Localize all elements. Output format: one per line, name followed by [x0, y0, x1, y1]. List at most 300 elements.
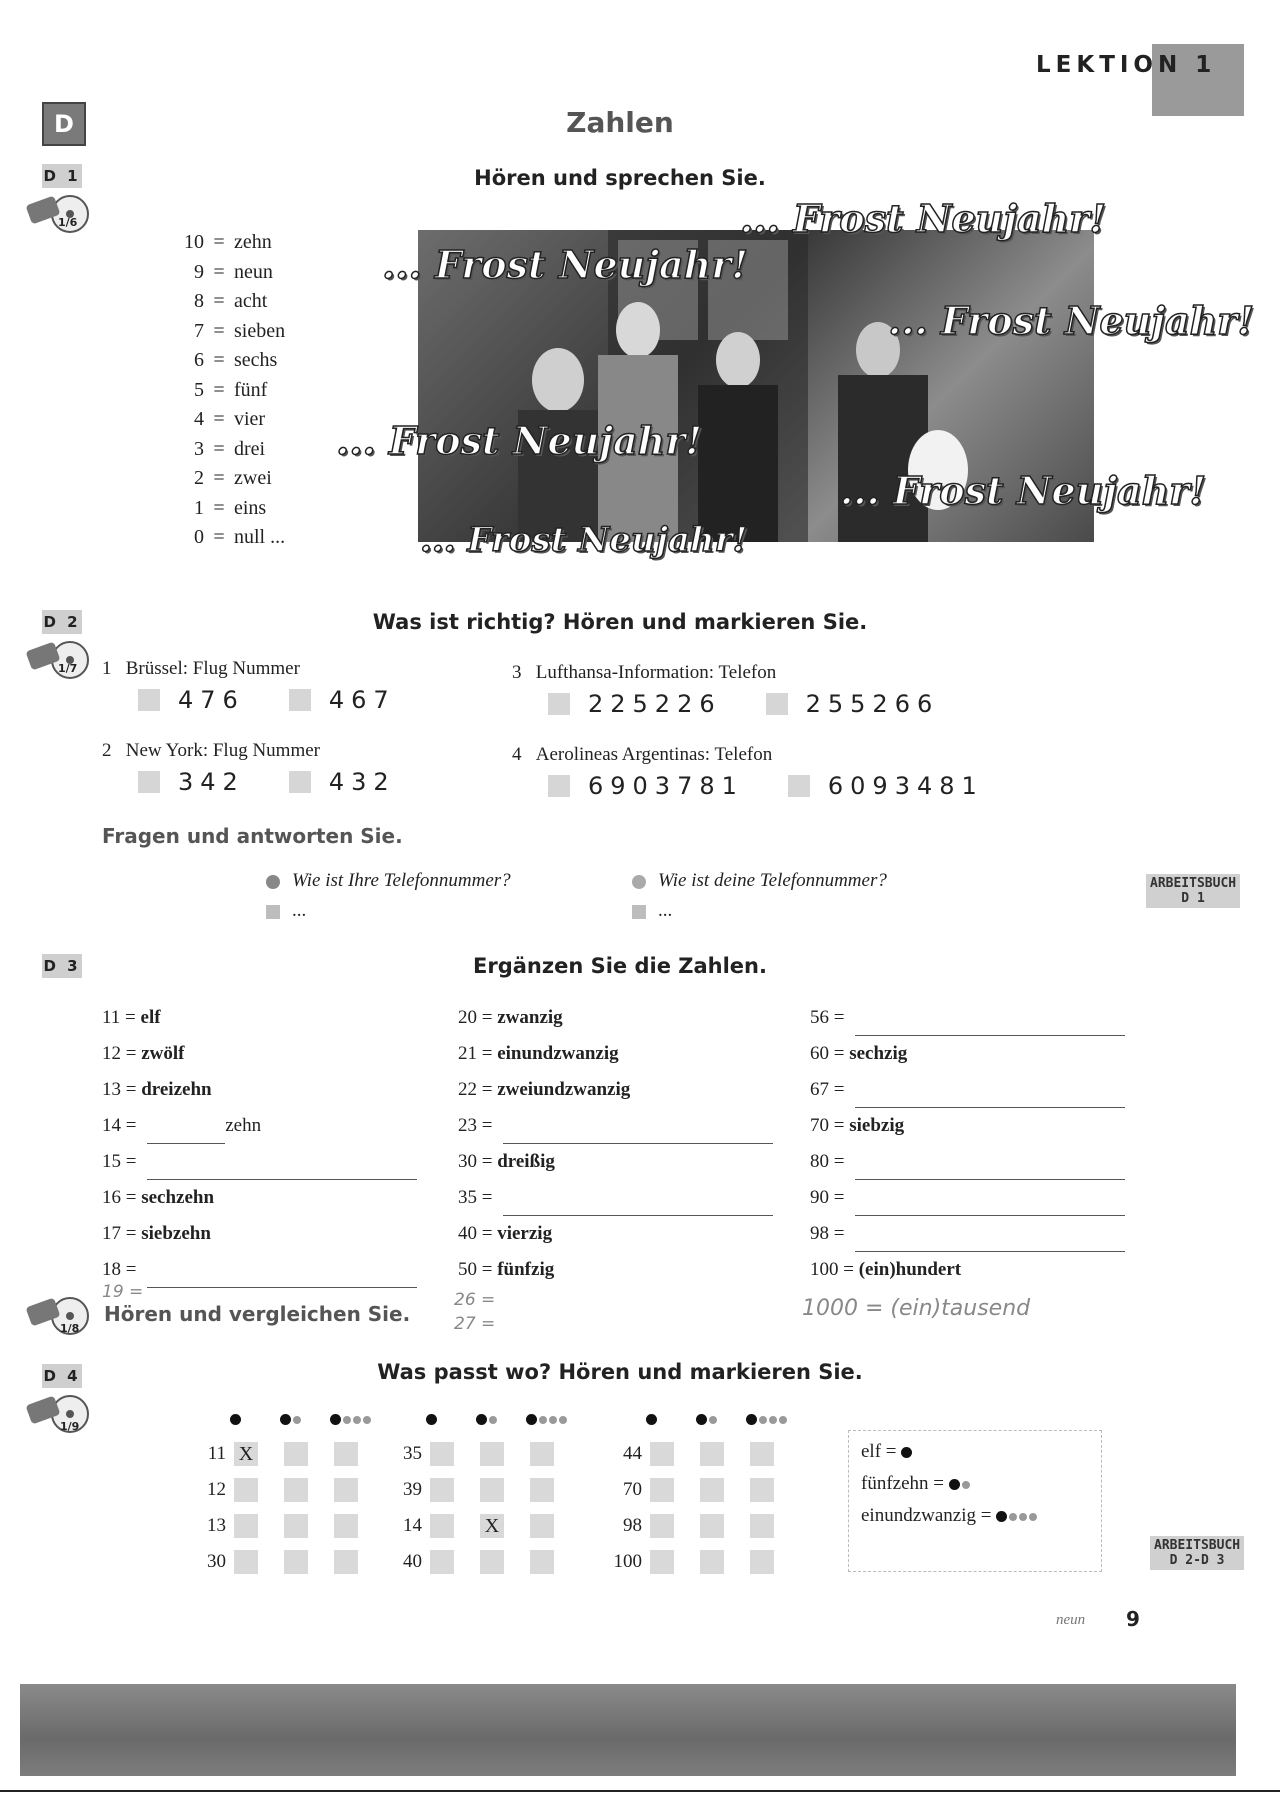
number-word: fünfzig	[497, 1259, 555, 1280]
number-word: zehn	[225, 1115, 262, 1136]
digit: 0	[194, 526, 204, 548]
arbeitsbuch-label: ARBEITSBUCH	[1154, 1538, 1241, 1553]
item-number: 4	[512, 744, 522, 765]
page-number: 9	[1126, 1607, 1140, 1631]
page-number-word: neun	[1056, 1612, 1086, 1628]
digit: 2	[194, 467, 204, 489]
d2-badge: D 2	[42, 610, 82, 634]
number-list	[176, 228, 285, 553]
grid-row	[602, 1472, 816, 1508]
number-word: sieben	[234, 319, 286, 342]
number-word: sechzig	[849, 1043, 908, 1064]
mark-cell[interactable]	[750, 1550, 774, 1574]
equals-sign: =	[213, 408, 225, 430]
question-text: Wie ist Ihre Telefonnummer?	[292, 870, 511, 891]
mark-cell[interactable]	[650, 1478, 674, 1502]
number-lhs: 60 =	[810, 1043, 845, 1064]
option: 6093481	[827, 772, 984, 800]
mark-cell[interactable]	[650, 1514, 674, 1538]
mark-cell[interactable]	[530, 1442, 554, 1466]
number-word: drei	[234, 437, 266, 460]
mark-cell[interactable]	[700, 1514, 724, 1538]
number-lhs: 11 =	[102, 1007, 136, 1028]
number-word: neun	[234, 260, 273, 283]
cd-track: 1/9	[60, 1420, 80, 1433]
checkbox[interactable]	[138, 771, 160, 793]
mark-cell[interactable]	[480, 1478, 504, 1502]
mark-cell[interactable]	[750, 1514, 774, 1538]
answer-options	[548, 772, 1024, 800]
number-word: sechs	[234, 349, 278, 371]
number-row	[176, 464, 285, 494]
page-title: Zahlen	[566, 106, 674, 139]
mark-cell[interactable]	[750, 1442, 774, 1466]
stress-dot-icon	[363, 1416, 371, 1424]
fill-in-blank[interactable]	[503, 1193, 773, 1216]
number-word: elf	[140, 1007, 161, 1028]
d4-heading: Was passt wo? Hören und markieren Sie.	[377, 1360, 863, 1384]
number-lhs: 35 =	[458, 1187, 493, 1208]
item-number: 2	[102, 740, 112, 761]
number-word: acht	[234, 290, 268, 312]
photo-caption: ... Frost Neujahr!	[840, 468, 1207, 513]
marking-grid-1	[186, 1412, 400, 1580]
cd-icon[interactable]	[26, 192, 90, 236]
number-lhs: 16 =	[102, 1187, 137, 1208]
photo-caption: ... Frost Neujahr!	[740, 196, 1107, 241]
stress-dot-icon	[779, 1416, 787, 1424]
grid-row	[186, 1472, 400, 1508]
stress-dot-icon	[476, 1414, 487, 1425]
number-word: dreißig	[497, 1151, 555, 1172]
stress-pattern-header	[646, 1412, 816, 1436]
item-label: New York: Flug Nummer	[125, 740, 320, 761]
mark-cell[interactable]	[650, 1550, 674, 1574]
d1-heading: Hören und sprechen Sie.	[474, 166, 766, 190]
number-word: dreizehn	[141, 1079, 212, 1100]
fill-in-blank[interactable]	[147, 1265, 417, 1288]
stress-dot-icon	[230, 1414, 241, 1425]
number-lhs: 30 =	[458, 1151, 493, 1172]
stress-dot-icon	[901, 1447, 912, 1458]
arbeitsbuch-label: ARBEITSBUCH	[1150, 876, 1237, 891]
question-informal	[632, 870, 887, 892]
arbeitsbuch-ref: D 1	[1181, 891, 1205, 906]
checkbox[interactable]	[788, 775, 810, 797]
handwritten-note: 19 =	[102, 1282, 144, 1302]
number-row	[176, 287, 285, 317]
mark-cell[interactable]	[234, 1550, 258, 1574]
grid-row	[186, 1436, 400, 1472]
equals-sign: =	[213, 260, 225, 283]
arbeitsbuch-ref: D 2-D 3	[1169, 1553, 1225, 1568]
number-word: vier	[234, 408, 266, 430]
option: 432	[328, 768, 396, 796]
stress-dot-icon	[343, 1416, 351, 1424]
lektion-label: LEKTION 1	[1036, 52, 1217, 78]
grid-row	[602, 1508, 816, 1544]
mark-cell[interactable]	[480, 1442, 504, 1466]
mark-cell[interactable]	[530, 1514, 554, 1538]
cd-icon[interactable]	[26, 1392, 90, 1436]
fill-in-blank[interactable]	[855, 1013, 1125, 1036]
answer-options	[138, 686, 436, 714]
task-item-2	[102, 740, 320, 762]
fill-in-blank[interactable]	[855, 1157, 1125, 1180]
arbeitsbuch-reference	[1146, 874, 1240, 908]
question-text: Wie ist deine Telefonnummer?	[658, 870, 887, 891]
mark-cell[interactable]	[480, 1550, 504, 1574]
fill-in-blank[interactable]	[855, 1193, 1125, 1216]
equals-sign: =	[213, 349, 225, 371]
number-row	[176, 494, 285, 524]
number-entry	[102, 1072, 422, 1108]
marking-grid-3	[602, 1412, 816, 1580]
cd-track: 1/7	[58, 662, 78, 675]
number-entry	[810, 1036, 1140, 1072]
stress-dot-icon	[746, 1414, 757, 1425]
answer-text: ...	[292, 900, 307, 921]
equals-sign: =	[213, 378, 225, 401]
handwritten-note: 1000 = (ein)tausend	[802, 1296, 1031, 1321]
equals-sign: =	[213, 496, 225, 519]
number-column-1	[102, 1000, 422, 1288]
stress-dot-icon	[1019, 1513, 1027, 1521]
cd-track: 1/8	[60, 1322, 80, 1335]
mark-cell[interactable]: X	[480, 1514, 504, 1538]
legend-item	[861, 1505, 1089, 1527]
number-lhs: 22 =	[458, 1079, 493, 1100]
grid-number: 44	[623, 1443, 642, 1464]
number-word: fünf	[234, 378, 268, 401]
mark-cell[interactable]	[700, 1550, 724, 1574]
cd-track: 1/6	[58, 216, 78, 229]
number-lhs: 98 =	[810, 1223, 845, 1244]
stress-legend	[848, 1430, 1102, 1572]
number-entry	[102, 1036, 422, 1072]
option: 255266	[805, 690, 940, 718]
speaker-formal-icon	[266, 875, 280, 889]
option: 476	[178, 686, 245, 714]
number-row	[176, 405, 285, 435]
marking-grid-2	[382, 1412, 596, 1580]
d4-badge: D 4	[42, 1364, 82, 1388]
d3-heading: Ergänzen Sie die Zahlen.	[473, 954, 767, 978]
digit: 5	[194, 378, 204, 401]
number-entry	[810, 1144, 1140, 1180]
checkbox[interactable]	[548, 775, 570, 797]
number-column-3	[810, 1000, 1140, 1288]
fill-in-blank[interactable]	[147, 1157, 417, 1180]
stress-dot-icon	[709, 1416, 717, 1424]
number-lhs: 40 =	[458, 1223, 493, 1244]
mark-cell[interactable]	[284, 1550, 308, 1574]
checkbox[interactable]	[289, 771, 311, 793]
number-entry	[458, 1108, 778, 1144]
number-word: sechzehn	[141, 1187, 215, 1208]
mark-cell[interactable]	[430, 1550, 454, 1574]
grid-row	[382, 1508, 596, 1544]
fill-in-blank[interactable]	[855, 1085, 1125, 1108]
number-lhs: 80 =	[810, 1151, 845, 1172]
photo-caption: ... Frost Neujahr!	[420, 520, 748, 560]
stress-dot-icon	[646, 1414, 657, 1425]
number-word: vierzig	[497, 1223, 553, 1244]
cd-icon[interactable]	[26, 638, 90, 682]
equals-sign: =	[213, 319, 225, 342]
mark-cell[interactable]	[530, 1550, 554, 1574]
number-lhs: 23 =	[458, 1115, 493, 1136]
item-number: 3	[512, 662, 522, 683]
speaker-reply-icon	[632, 905, 646, 919]
number-word: siebzehn	[141, 1223, 211, 1244]
number-entry	[810, 1072, 1140, 1108]
number-word: null ...	[234, 526, 286, 548]
grid-number: 40	[403, 1551, 422, 1572]
number-entry	[810, 1000, 1140, 1036]
number-entry	[458, 1144, 778, 1180]
legend-text: einundzwanzig =	[861, 1505, 992, 1526]
number-row	[176, 228, 285, 258]
number-word: eins	[234, 496, 267, 519]
stress-dot-icon	[293, 1416, 301, 1424]
grid-row	[186, 1508, 400, 1544]
checkbox[interactable]	[548, 693, 570, 715]
fill-in-blank[interactable]	[855, 1229, 1125, 1252]
number-lhs: 20 =	[458, 1007, 493, 1028]
d3-listen: Hören und vergleichen Sie.	[104, 1302, 411, 1326]
grid-number: 35	[403, 1443, 422, 1464]
equals-sign: =	[213, 526, 225, 548]
number-lhs: 21 =	[458, 1043, 493, 1064]
d2-heading: Was ist richtig? Hören und markieren Sie.	[372, 610, 868, 634]
stress-dot-icon	[996, 1511, 1007, 1522]
number-lhs: 90 =	[810, 1187, 845, 1208]
stress-pattern-header	[426, 1412, 596, 1436]
grid-row	[382, 1544, 596, 1580]
grid-number: 39	[403, 1479, 422, 1500]
number-entry	[458, 1180, 778, 1216]
item-label: Brüssel: Flug Nummer	[125, 658, 300, 679]
stress-pattern-header	[230, 1412, 400, 1436]
digit: 9	[194, 260, 204, 283]
grid-number: 13	[207, 1515, 226, 1536]
legend-item	[861, 1441, 1089, 1463]
mark-cell[interactable]	[234, 1514, 258, 1538]
grid-number: 14	[403, 1515, 422, 1536]
number-lhs: 67 =	[810, 1079, 845, 1100]
mark-cell[interactable]	[284, 1442, 308, 1466]
number-entry	[102, 1108, 422, 1144]
checkbox[interactable]	[138, 689, 160, 711]
fill-in-blank[interactable]	[147, 1121, 225, 1144]
legend-text: fünfzehn =	[861, 1473, 944, 1494]
number-row	[176, 376, 285, 406]
stress-dot-icon	[549, 1416, 557, 1424]
stress-dot-icon	[949, 1479, 960, 1490]
stress-dot-icon	[1009, 1513, 1017, 1521]
photo-caption: ... Frost Neujahr!	[382, 242, 749, 287]
number-entry	[458, 1036, 778, 1072]
footer-divider	[0, 1790, 1280, 1792]
digit: 6	[194, 349, 204, 371]
stress-dot-icon	[696, 1414, 707, 1425]
number-entry	[458, 1000, 778, 1036]
number-row	[176, 435, 285, 465]
stress-dot-icon	[1029, 1513, 1037, 1521]
stress-dot-icon	[280, 1414, 291, 1425]
mark-cell[interactable]	[334, 1514, 358, 1538]
equals-sign: =	[213, 231, 225, 253]
stress-dot-icon	[759, 1416, 767, 1424]
grid-number: 30	[207, 1551, 226, 1572]
number-word: zwölf	[141, 1043, 185, 1064]
answer-text: ...	[658, 900, 673, 921]
item-label: Aerolineas Argentinas: Telefon	[535, 744, 773, 765]
number-lhs: 13 =	[102, 1079, 137, 1100]
legend-text: elf =	[861, 1441, 897, 1462]
stress-dot-icon	[769, 1416, 777, 1424]
grid-row	[602, 1436, 816, 1472]
equals-sign: =	[213, 437, 225, 460]
d2-sub-heading: Fragen und antworten Sie.	[102, 824, 403, 848]
number-row	[176, 346, 285, 376]
stress-dot-icon	[962, 1481, 970, 1489]
mark-cell[interactable]	[284, 1514, 308, 1538]
number-word: (ein)hundert	[858, 1259, 962, 1280]
task-item-3	[512, 662, 776, 684]
item-label: Lufthansa-Information: Telefon	[535, 662, 777, 683]
grid-number: 70	[623, 1479, 642, 1500]
answer-informal	[632, 900, 672, 922]
stress-dot-icon	[539, 1416, 547, 1424]
equals-sign: =	[213, 467, 225, 489]
number-entry	[810, 1252, 1140, 1288]
number-entry	[102, 1180, 422, 1216]
grid-number: 98	[623, 1515, 642, 1536]
mark-cell[interactable]	[430, 1514, 454, 1538]
stress-dot-icon	[426, 1414, 437, 1425]
number-entry	[458, 1252, 778, 1288]
number-entry	[458, 1216, 778, 1252]
number-lhs: 18 =	[102, 1259, 137, 1280]
mark-cell[interactable]	[750, 1478, 774, 1502]
mark-cell[interactable]	[284, 1478, 308, 1502]
mark-cell[interactable]	[650, 1442, 674, 1466]
task-item-1	[102, 658, 300, 680]
number-lhs: 50 =	[458, 1259, 493, 1280]
digit: 3	[194, 437, 204, 460]
number-word: siebzig	[849, 1115, 905, 1136]
answer-options	[548, 690, 979, 718]
fill-in-blank[interactable]	[503, 1121, 773, 1144]
mark-cell[interactable]: X	[234, 1442, 258, 1466]
grid-number: 100	[613, 1551, 642, 1572]
number-lhs: 100 =	[810, 1259, 854, 1280]
number-entry	[102, 1144, 422, 1180]
number-entry	[102, 1000, 422, 1036]
stress-dot-icon	[526, 1414, 537, 1425]
stress-dot-icon	[330, 1414, 341, 1425]
mark-cell[interactable]	[334, 1550, 358, 1574]
arbeitsbuch-reference	[1150, 1536, 1244, 1570]
grid-row	[382, 1472, 596, 1508]
number-word: zwei	[234, 467, 272, 489]
mark-cell[interactable]	[430, 1478, 454, 1502]
section-badge: D	[42, 102, 86, 146]
legend-item	[861, 1473, 1089, 1495]
option: 225226	[588, 690, 722, 718]
digit: 7	[194, 319, 204, 342]
mark-cell[interactable]	[700, 1442, 724, 1466]
mark-cell[interactable]	[530, 1478, 554, 1502]
footer-band	[20, 1684, 1236, 1776]
d3-badge: D 3	[42, 954, 82, 978]
number-entry	[458, 1072, 778, 1108]
checkbox[interactable]	[289, 689, 311, 711]
mark-cell[interactable]	[234, 1478, 258, 1502]
d1-badge: D 1	[42, 164, 82, 188]
number-row	[176, 258, 285, 288]
grid-row	[382, 1436, 596, 1472]
photo-caption: ... Frost Neujahr!	[888, 298, 1255, 343]
handwritten-note: 27 =	[454, 1314, 496, 1334]
grid-number: 12	[207, 1479, 226, 1500]
mark-cell[interactable]	[334, 1478, 358, 1502]
mark-cell[interactable]	[700, 1478, 724, 1502]
answer-options	[138, 768, 436, 796]
equals-sign: =	[213, 290, 225, 312]
number-column-2	[458, 1000, 778, 1288]
number-word: zehn	[234, 231, 272, 253]
number-entry	[810, 1180, 1140, 1216]
digit: 4	[194, 408, 204, 430]
answer-formal	[266, 900, 306, 922]
number-word: zwanzig	[497, 1007, 563, 1028]
grid-row	[602, 1544, 816, 1580]
stress-dot-icon	[353, 1416, 361, 1424]
mark-cell[interactable]	[334, 1442, 358, 1466]
number-lhs: 56 =	[810, 1007, 845, 1028]
number-lhs: 70 =	[810, 1115, 845, 1136]
grid-number: 11	[207, 1443, 226, 1464]
option: 6903781	[588, 772, 744, 800]
digit: 8	[194, 290, 204, 312]
number-word: zweiundzwanzig	[497, 1079, 631, 1100]
checkbox[interactable]	[766, 693, 788, 715]
number-entry	[102, 1216, 422, 1252]
digit: 1	[194, 496, 204, 519]
number-entry	[102, 1252, 422, 1288]
number-word: einundzwanzig	[497, 1043, 619, 1064]
cd-icon[interactable]	[26, 1294, 90, 1338]
number-lhs: 14 =	[102, 1115, 137, 1136]
mark-cell[interactable]	[430, 1442, 454, 1466]
grid-row	[186, 1544, 400, 1580]
option: 467	[328, 686, 396, 714]
stress-dot-icon	[489, 1416, 497, 1424]
number-row	[176, 523, 285, 553]
question-formal	[266, 870, 511, 892]
number-row	[176, 317, 285, 347]
number-lhs: 15 =	[102, 1151, 137, 1172]
digit: 10	[184, 231, 204, 253]
number-lhs: 17 =	[102, 1223, 137, 1244]
stress-dot-icon	[559, 1416, 567, 1424]
handwritten-note: 26 =	[454, 1290, 496, 1310]
number-entry	[810, 1108, 1140, 1144]
task-item-4	[512, 744, 772, 766]
